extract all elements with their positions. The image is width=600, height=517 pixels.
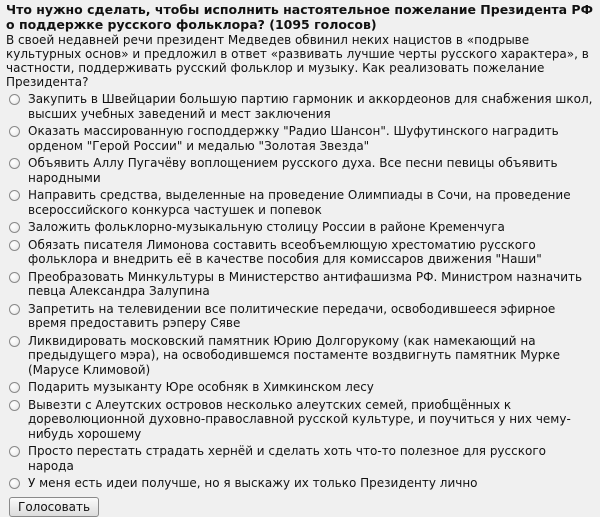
poll-option-9[interactable] (6, 334, 594, 378)
poll-description: В своей недавней речи президент Медведев обвинил неких нацистов в «подрыве культурных основ» и предложил в ответ «развивать лучшие черты русского характера», в частности, поддерживать русский фольклор и музыку. Как реализовать пожелание Президента? (6, 33, 589, 89)
radio-button[interactable] (9, 222, 20, 233)
poll-title: Что нужно сделать, чтобы исполнить настоятельное пожелание Президента РФ о поддержке русского фольклора? (1095 голосов) (6, 2, 593, 32)
poll-option-label[interactable]: Запретить на телевидении все политические передачи, освободившееся эфирное время предоставить рэперу Сяве (28, 301, 556, 330)
poll-option-label[interactable]: Просто перестать страдать хернёй и сделать хоть что-то полезное для русского народа (28, 444, 546, 473)
radio-button[interactable] (9, 240, 20, 251)
poll-options (6, 92, 594, 491)
poll-option-label[interactable]: Направить средства, выделенные на проведение Олимпиады в Сочи, на проведение всероссийского конкурса частушек и попевок (28, 188, 571, 217)
poll-option-5[interactable] (6, 220, 594, 235)
poll-option-label[interactable]: Вывезти с Алеутских островов несколько алеутских семей, приобщённых к дореволюционной духовно-православной русской культуре, и поучиться у них чему-нибудь хорошему (28, 397, 571, 441)
poll-option-13[interactable] (6, 476, 594, 491)
poll-option-label[interactable]: Закупить в Швейцарии большую партию гармоник и аккордеонов для снабжения школ, высших учебных заведений и мест заключения (28, 92, 593, 121)
poll-option-12[interactable] (6, 444, 594, 473)
poll-option-1[interactable] (6, 92, 594, 121)
poll-option-label[interactable]: Обязать писателя Лимонова составить всеобъемлющую хрестоматию русского фольклора и внедрить её в качестве пособия для комиссаров движения "Наши" (28, 237, 542, 266)
vote-button[interactable]: Голосовать (9, 497, 99, 517)
poll-option-label[interactable]: Ликвидировать московский памятник Юрию Долгорукому (как намекающий на предыдущего мэра), на освободившемся постаменте воздвигнуть памятник Мурке (Марусе Климовой) (28, 333, 560, 377)
radio-button[interactable] (9, 446, 20, 457)
radio-button[interactable] (9, 478, 20, 489)
poll-option-label[interactable]: Преобразовать Минкультуры в Министерство антифашизма РФ. Министром назначить певца Александра Залупина (28, 269, 583, 298)
poll-option-6[interactable] (6, 238, 594, 267)
radio-button[interactable] (9, 158, 20, 169)
poll-option-11[interactable] (6, 398, 594, 442)
radio-button[interactable] (9, 400, 20, 411)
radio-button[interactable] (9, 190, 20, 201)
poll-option-3[interactable] (6, 156, 594, 185)
poll-option-label[interactable]: Оказать массированную господдержку "Радио Шансон". Шуфутинского наградить орденом "Герой России" и медалью "Золотая Звезда" (28, 124, 559, 153)
poll-option-label[interactable]: Подарить музыканту Юре особняк в Химкинском лесу (28, 380, 374, 394)
radio-button[interactable] (9, 304, 20, 315)
poll-option-10[interactable] (6, 380, 594, 395)
poll-option-4[interactable] (6, 188, 594, 217)
radio-button[interactable] (9, 272, 20, 283)
poll-option-label[interactable]: У меня есть идеи получше, но я выскажу их только Президенту лично (28, 476, 478, 490)
radio-button[interactable] (9, 126, 20, 137)
poll-option-2[interactable] (6, 124, 594, 153)
poll-option-label[interactable]: Объявить Аллу Пугачёву воплощением русского духа. Все песни певицы объявить народными (28, 156, 558, 185)
poll-option-label[interactable]: Заложить фольклорно-музыкальную столицу России в районе Кременчуга (28, 220, 505, 234)
radio-button[interactable] (9, 94, 20, 105)
radio-button[interactable] (9, 336, 20, 347)
radio-button[interactable] (9, 382, 20, 393)
poll-option-8[interactable] (6, 302, 594, 331)
poll-option-7[interactable] (6, 270, 594, 299)
